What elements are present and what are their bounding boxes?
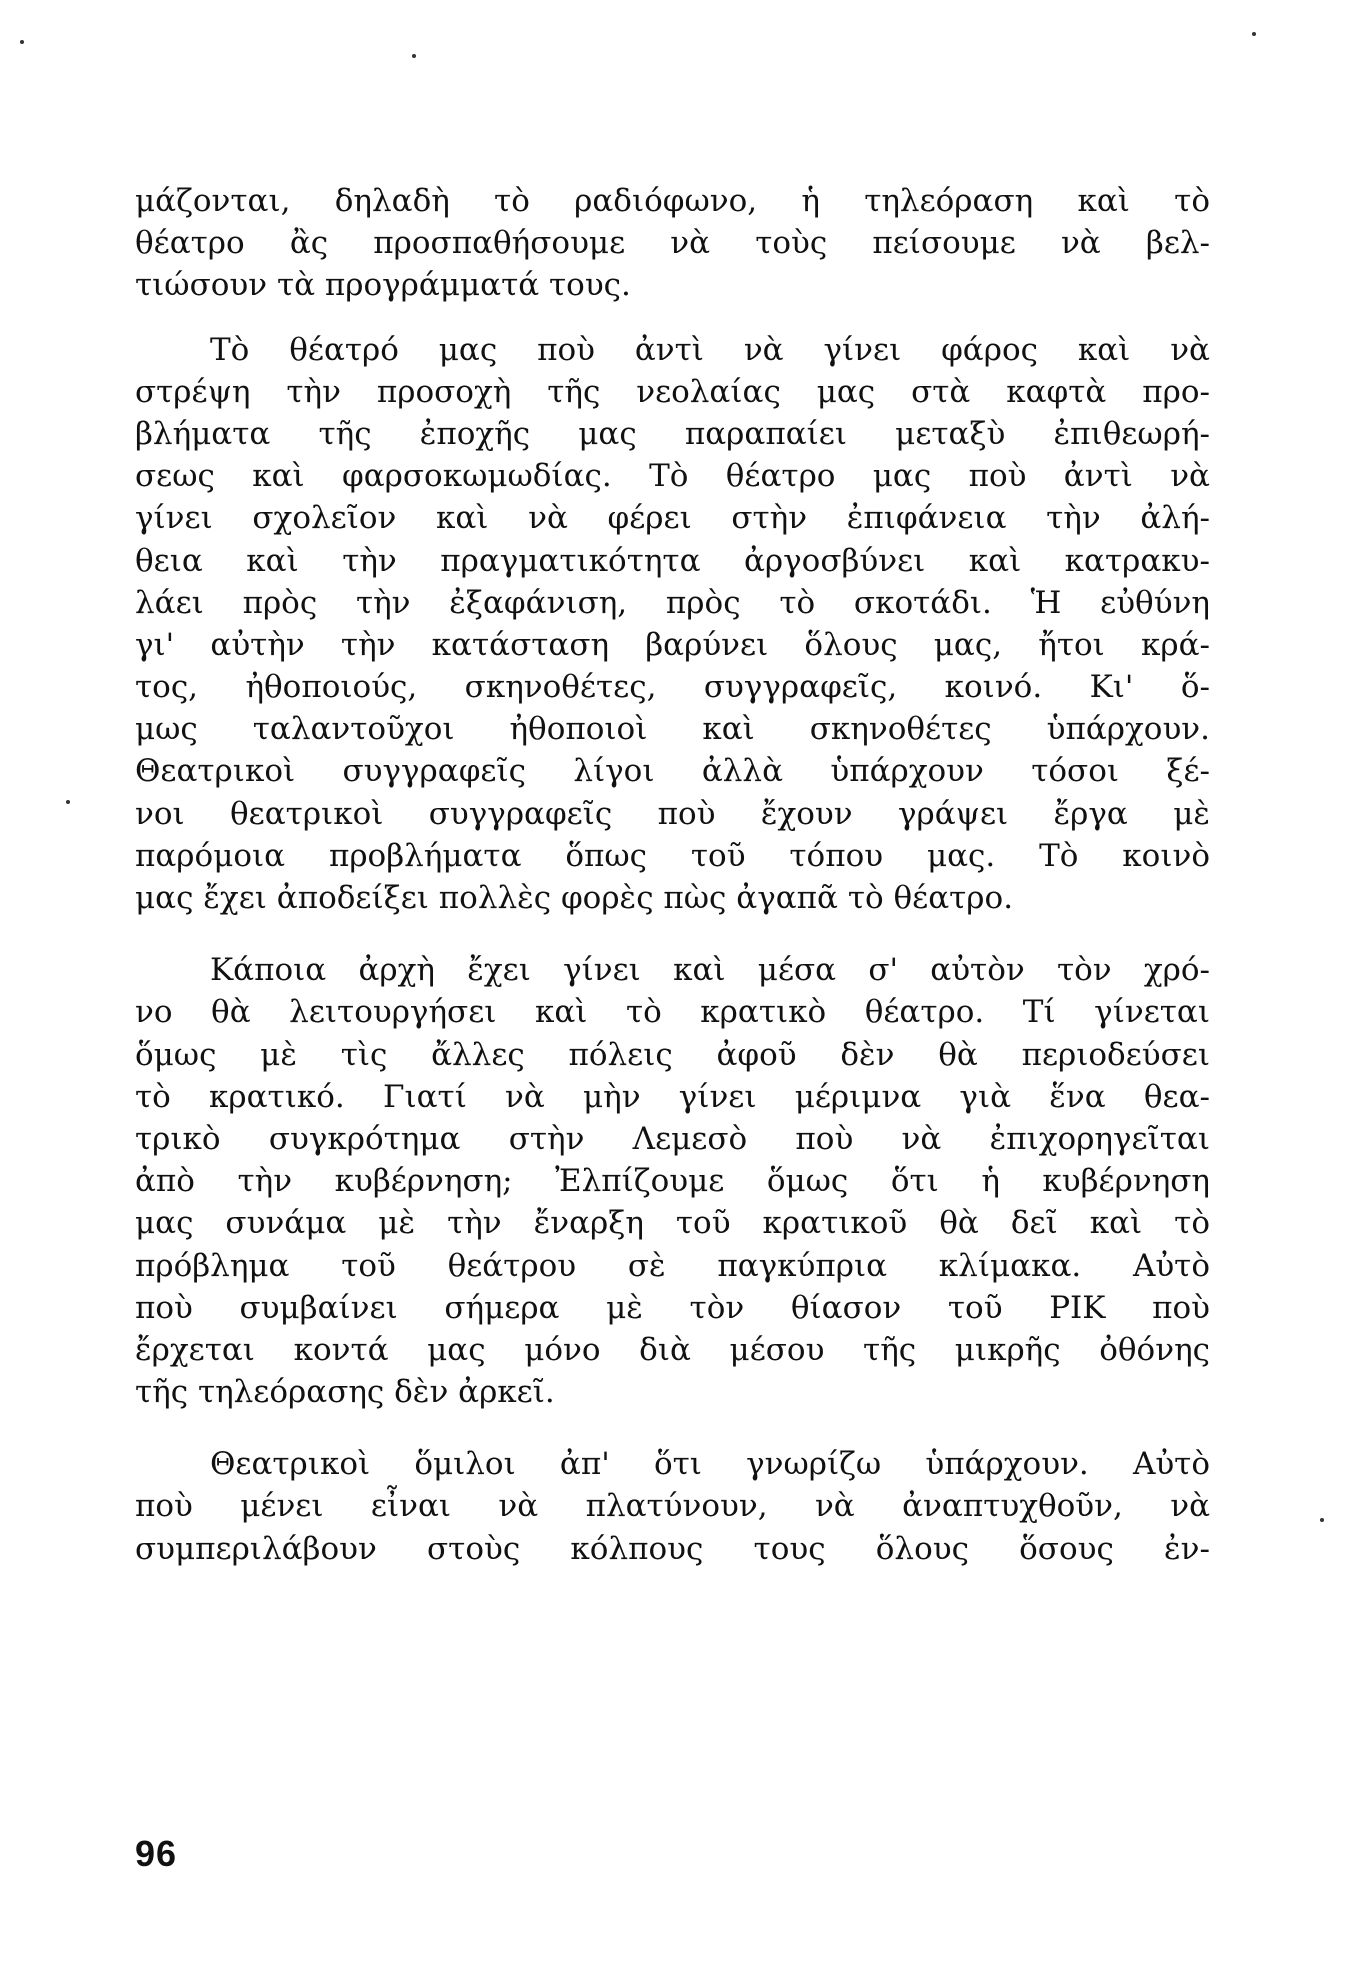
paragraph-2 — [135, 329, 1210, 920]
text-line: γι' αὐτὴν τὴν κατάσταση βαρύνει ὅλους μας, ἤτοι κρά- — [135, 626, 1210, 663]
body-text — [135, 180, 1210, 1570]
text-line: λάει πρὸς τὴν ἐξαφάνιση, πρὸς τὸ σκοτάδι. Ἡ εὐθύνη — [135, 584, 1210, 621]
text-line: μας συνάμα μὲ τὴν ἔναρξη τοῦ κρατικοῦ θὰ δεῖ καὶ τὸ — [135, 1205, 1210, 1242]
text-line: πρόβλημα τοῦ θεάτρου σὲ παγκύπρια κλίμακα. Αὐτὸ — [135, 1247, 1210, 1284]
print-speck — [66, 800, 70, 804]
print-speck — [1320, 1518, 1324, 1522]
page-number: 96 — [135, 1833, 178, 1874]
text-line: τιώσουν τὰ προγράμματά τους. — [135, 267, 631, 304]
text-line: παρόμοια προβλήματα ὅπως τοῦ τόπου μας. Τὸ κοινὸ — [135, 837, 1210, 874]
text-line: τρικὸ συγκρότημα στὴν Λεμεσὸ ποὺ νὰ ἐπιχορηγεῖται — [135, 1120, 1210, 1157]
print-speck — [412, 54, 416, 58]
paragraph-1 — [135, 180, 1210, 307]
text-line: Θεατρικοὶ ὅμιλοι ἀπ' ὅτι γνωρίζω ὑπάρχουν. Αὐτὸ — [210, 1446, 1210, 1483]
text-line: στρέψη τὴν προσοχὴ τῆς νεολαίας μας στὰ καφτὰ προ- — [135, 373, 1210, 410]
paragraph-gap — [135, 307, 1210, 329]
paragraph-gap — [135, 919, 1210, 949]
text-line: Κάποια ἀρχὴ ἔχει γίνει καὶ μέσα σ' αὐτὸν τὸν χρό- — [210, 952, 1210, 989]
text-line: θέατρο ἂς προσπαθήσουμε νὰ τοὺς πείσουμε νὰ βελ- — [135, 225, 1210, 262]
text-line: ποὺ μένει εἶναι νὰ πλατύνουν, νὰ ἀναπτυχθοῦν, νὰ — [135, 1488, 1210, 1525]
text-line: νο θὰ λειτουργήσει καὶ τὸ κρατικὸ θέατρο. Τί γίνεται — [135, 994, 1210, 1031]
text-line: μάζονται, δηλαδὴ τὸ ραδιόφωνο, ἡ τηλεόραση καὶ τὸ — [135, 183, 1210, 219]
paragraph-gap — [135, 1413, 1210, 1443]
text-line: Θεατρικοὶ συγγραφεῖς λίγοι ἀλλὰ ὑπάρχουν τόσοι ξέ- — [135, 753, 1210, 790]
text-line: βλήματα τῆς ἐποχῆς μας παραπαίει μεταξὺ ἐπιθεωρή- — [135, 415, 1210, 452]
paragraph-4 — [135, 1443, 1210, 1570]
print-speck — [20, 40, 24, 44]
print-speck — [1252, 32, 1256, 36]
text-line: νοι θεατρικοὶ συγγραφεῖς ποὺ ἔχουν γράψει ἔργα μὲ — [135, 795, 1210, 832]
text-line: μως ταλαντοῦχοι ἠθοποιοὶ καὶ σκηνοθέτες ὑπάρχουν. — [135, 711, 1210, 748]
paragraph-3 — [135, 949, 1210, 1413]
text-line: Τὸ θέατρό μας ποὺ ἀντὶ νὰ γίνει φάρος καὶ νὰ — [210, 331, 1210, 368]
text-line: τῆς τηλεόρασης δὲν ἀρκεῖ. — [135, 1374, 555, 1411]
text-line: ἀπὸ τὴν κυβέρνηση; Ἐλπίζουμε ὅμως ὅτι ἡ κυβέρνηση — [135, 1163, 1210, 1200]
text-line: τος, ἠθοποιούς, σκηνοθέτες, συγγραφεῖς, κοινό. Κι' ὅ- — [135, 669, 1210, 706]
text-line: ἔρχεται κοντά μας μόνο διὰ μέσου τῆς μικρῆς ὀθόνης — [135, 1331, 1210, 1368]
text-line: ὅμως μὲ τὶς ἄλλες πόλεις ἀφοῦ δὲν θὰ περιοδεύσει — [135, 1036, 1210, 1073]
text-line: τὸ κρατικό. Γιατί νὰ μὴν γίνει μέριμνα γιὰ ἕνα θεα- — [135, 1078, 1210, 1115]
text-line: ποὺ συμβαίνει σήμερα μὲ τὸν θίασον τοῦ ΡΙΚ ποὺ — [135, 1289, 1210, 1326]
text-line: συμπεριλάβουν στοὺς κόλπους τους ὅλους ὅσους ἐν- — [135, 1530, 1210, 1567]
text-line: θεια καὶ τὴν πραγματικότητα ἀργοσβύνει καὶ κατρακυ- — [135, 542, 1210, 579]
text-line: σεως καὶ φαρσοκωμωδίας. Τὸ θέατρο μας ποὺ ἀντὶ νὰ — [135, 458, 1210, 495]
text-line: γίνει σχολεῖον καὶ νὰ φέρει στὴν ἐπιφάνεια τὴν ἀλή- — [135, 500, 1210, 537]
text-line: μας ἔχει ἀποδείξει πολλὲς φορὲς πὼς ἀγαπᾶ τὸ θέατρο. — [135, 880, 1014, 916]
